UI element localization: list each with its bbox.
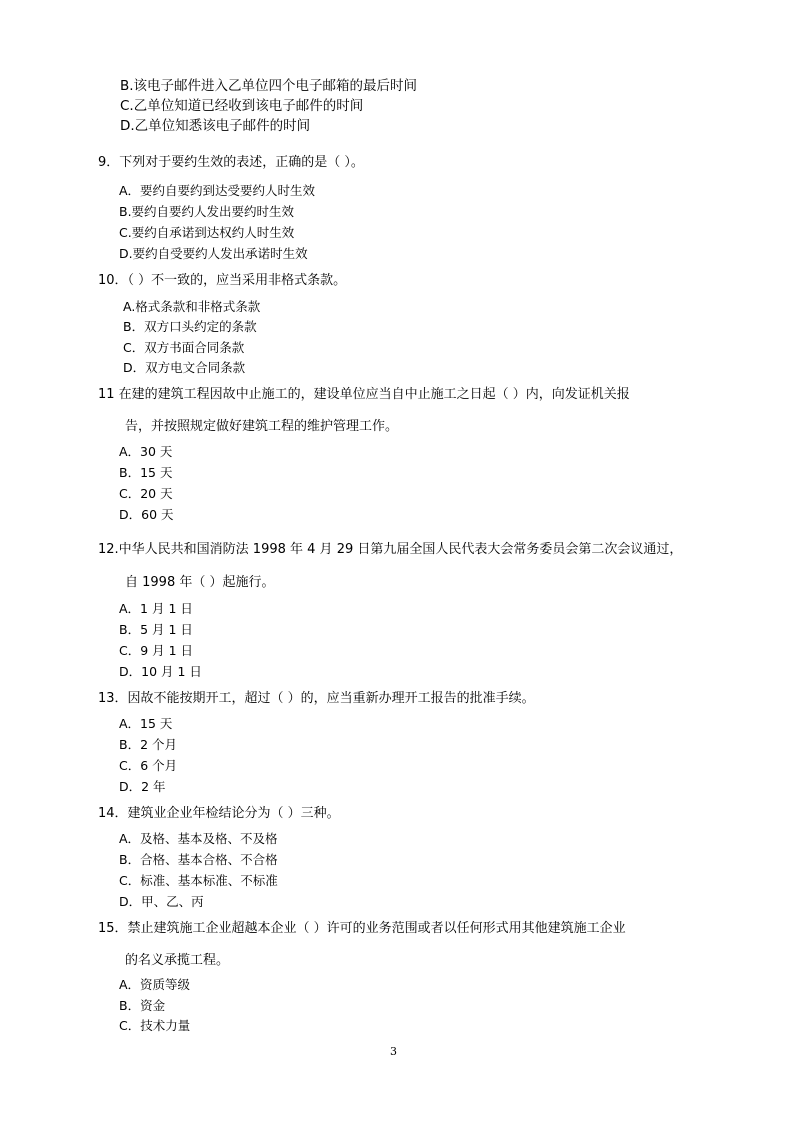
q10-stem: 10．（ ）不一致的，应当采用非格式条款。 — [98, 273, 347, 288]
q13-option-a: A．15 天 — [119, 716, 173, 731]
q9-option-d: D.要约自受要约人发出承诺时生效 — [119, 246, 308, 261]
q11-option-a: A．30 天 — [119, 444, 173, 459]
q13-option-d: D．2 年 — [119, 779, 166, 794]
q14-option-a: A．及格、基本及格、不及格 — [119, 831, 278, 846]
q13-stem: 13．因故不能按期开工，超过（ ）的，应当重新办理开工报告的批准手续。 — [98, 691, 535, 706]
q14-option-c: C．标准、基本标准、不标准 — [119, 873, 278, 888]
q15-option-c: C．技术力量 — [119, 1018, 191, 1033]
q9-option-c: C.要约自承诺到达权约人时生效 — [119, 225, 295, 240]
q10-option-a: A.格式条款和非格式条款 — [123, 299, 261, 314]
q8-option-d: D.乙单位知悉该电子邮件的时间 — [120, 118, 311, 134]
q13-option-b: B．2 个月 — [119, 737, 178, 752]
q10-option-b: B．双方口头约定的条款 — [123, 319, 257, 334]
q12-option-b: B．5 月 1 日 — [119, 622, 193, 637]
q12-stem-continued: 自 1998 年（ ）起施行。 — [125, 575, 275, 590]
q8-option-c: C.乙单位知道已经收到该电子邮件的时间 — [120, 98, 364, 114]
q10-option-d: D．双方电文合同条款 — [123, 360, 246, 375]
q15-stem-continued: 的名义承揽工程。 — [125, 953, 230, 968]
page-number: 3 — [390, 1045, 397, 1058]
q15-option-b: B．资金 — [119, 998, 166, 1013]
q14-option-d: D．甲、乙、丙 — [119, 894, 204, 909]
q15-option-a: A．资质等级 — [119, 977, 191, 992]
q11-option-d: D．60 天 — [119, 507, 174, 522]
q9-stem: 9．下列对于要约生效的表述，正确的是（ ）。 — [98, 155, 364, 170]
q9-option-b: B.要约自要约人发出要约时生效 — [119, 204, 295, 219]
q11-stem-continued: 告，并按照规定做好建筑工程的维护管理工作。 — [125, 419, 399, 434]
q14-stem: 14．建筑业企业年检结论分为（ ）三种。 — [98, 806, 340, 821]
q14-option-b: B．合格、基本合格、不合格 — [119, 852, 278, 867]
q8-option-b: B.该电子邮件进入乙单位四个电子邮箱的最后时间 — [120, 78, 418, 94]
q13-option-c: C．6 个月 — [119, 758, 178, 773]
q12-option-c: C．9 月 1 日 — [119, 643, 194, 658]
q9-option-a: A．要约自要约到达受要约人时生效 — [119, 183, 316, 198]
q11-stem: 11 在建的建筑工程因故中止施工的，建设单位应当自中止施工之日起（ ）内，向发证机关报 — [98, 387, 630, 402]
q15-stem: 15．禁止建筑施工企业超越本企业（ ）许可的业务范围或者以任何形式用其他建筑施工企业 — [98, 921, 626, 936]
q12-option-a: A．1 月 1 日 — [119, 601, 193, 616]
q12-option-d: D．10 月 1 日 — [119, 664, 202, 679]
q11-option-c: C．20 天 — [119, 486, 173, 501]
q12-stem: 12.中华人民共和国消防法 1998 年 4 月 29 日第九届全国人民代表大会常务委员会第二次会议通过， — [98, 542, 683, 557]
q11-option-b: B．15 天 — [119, 465, 173, 480]
q10-option-c: C．双方书面合同条款 — [123, 340, 245, 355]
